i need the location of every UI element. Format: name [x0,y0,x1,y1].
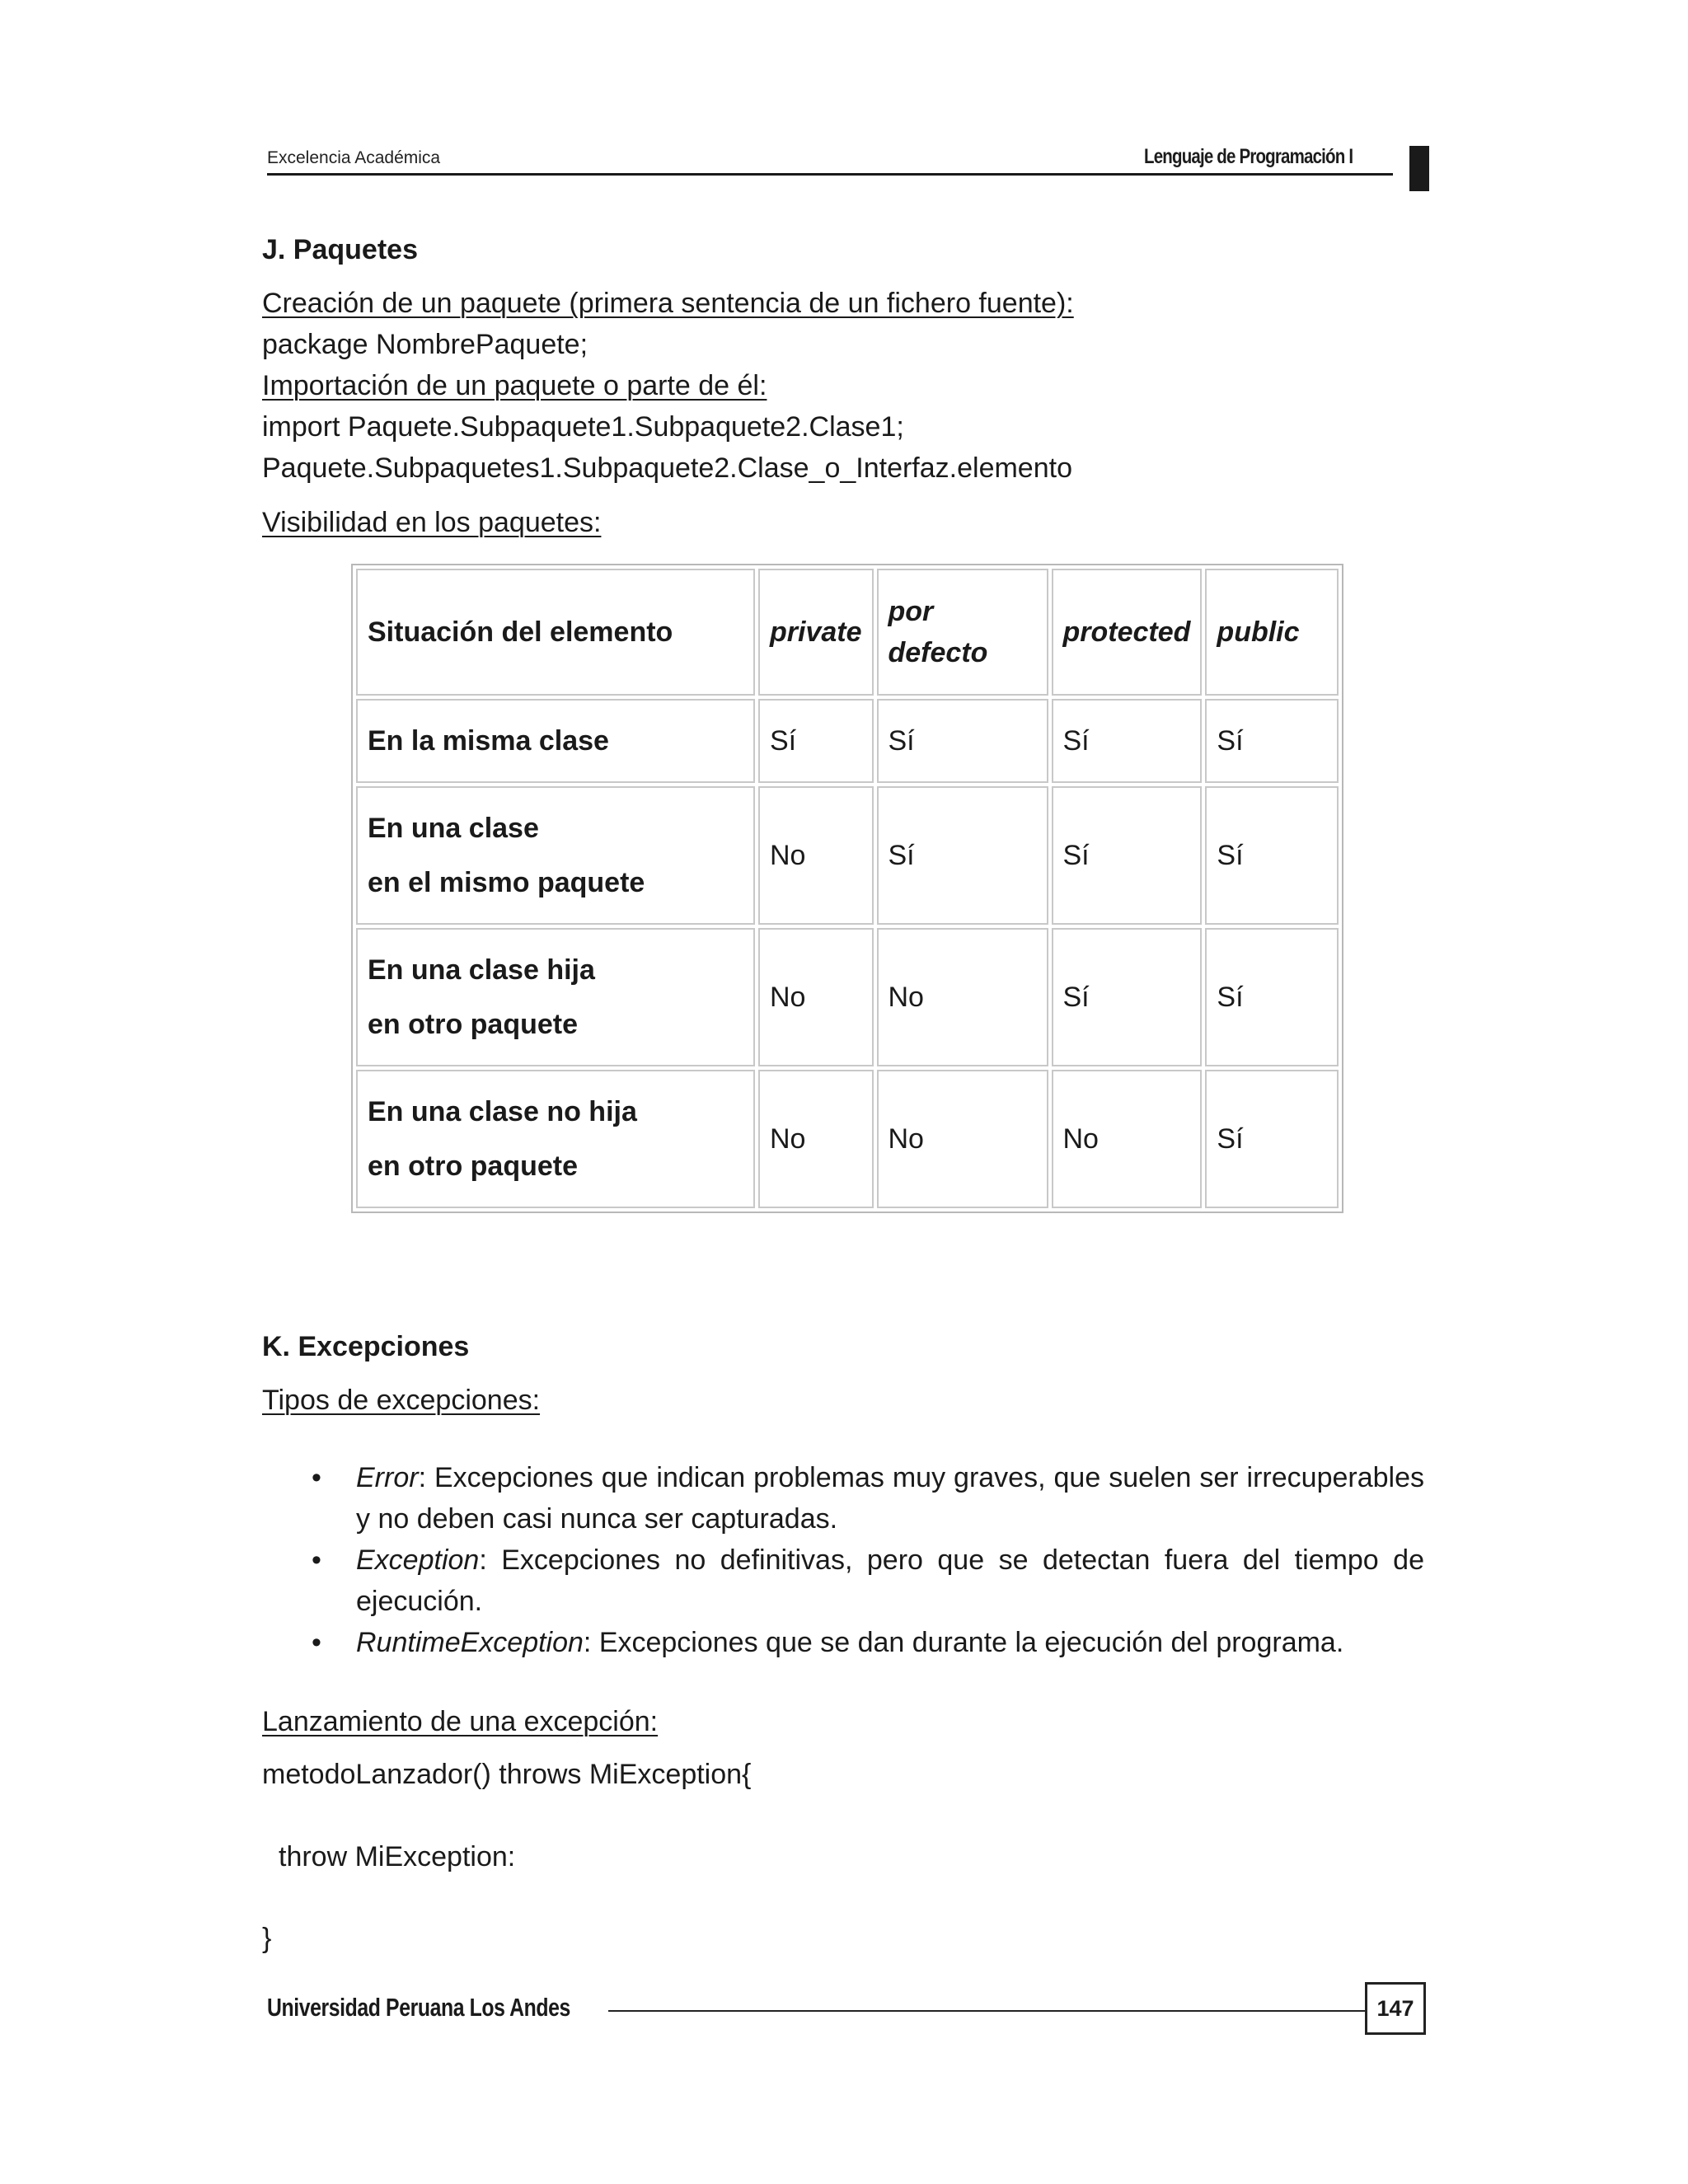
section-k-title: K. Excepciones [262,1331,470,1362]
header-por-defecto [877,569,1048,696]
header-rule [267,173,1393,176]
list-item [262,1457,1424,1540]
cell-private: No [758,928,874,1066]
bullet-icon: • [312,1544,321,1576]
page-number: 147 [1365,1982,1426,2035]
row-label [356,1070,755,1208]
list-item [262,1540,1424,1622]
cell-private: No [758,786,874,925]
table-row [356,928,1339,1066]
creation-label: Creación de un paquete (primera sentencia de un fichero fuente): [262,288,1074,319]
header-left-text: Excelencia Académica [267,148,441,167]
cell-por-defecto: Sí [877,699,1048,783]
code-line-3: } [262,1923,272,1954]
header-por-defecto-line2: defecto [888,637,988,668]
description: : Excepciones que indican problemas muy graves, que suelen ser irrecuperables y no deben casi nunca ser capturadas. [356,1462,1424,1535]
cell-public: Sí [1205,786,1339,925]
exception-types-list [262,1457,1424,1663]
cell-protected: Sí [1052,928,1203,1066]
row-label-line1: En una clase [368,813,539,844]
cell-protected: Sí [1052,699,1203,783]
description: : Excepciones que se dan durante la ejecución del programa. [583,1627,1344,1658]
cell-private: Sí [758,699,874,783]
cell-public: Sí [1205,699,1339,783]
header-por-defecto-line1: por [888,596,934,627]
code-line-1: metodoLanzador() throws MiException{ [262,1759,752,1790]
row-label-line2: en otro paquete [368,1151,579,1182]
code-line-2: throw MiException: [279,1841,516,1872]
cell-protected: No [1052,1070,1203,1208]
description: : Excepciones no definitivas, pero que se detectan fuera del tiempo de ejecución. [356,1544,1424,1617]
term: RuntimeException [356,1627,584,1658]
bullet-icon: • [312,1462,321,1493]
types-label: Tipos de excepciones: [262,1385,541,1416]
footer-left-text: Universidad Peruana Los Andes [267,1993,570,2022]
import-code-2: Paquete.Subpaquetes1.Subpaquete2.Clase_o_Interfaz.elemento [262,452,1072,484]
visibility-label: Visibilidad en los paquetes: [262,507,602,538]
term: Exception [356,1544,480,1576]
row-label-line1: En una clase no hija [368,1096,637,1127]
row-label-line1: En una clase hija [368,954,595,986]
cell-protected: Sí [1052,786,1203,925]
row-label [356,928,755,1066]
row-label: En la misma clase [356,699,755,783]
import-label: Importación de un paquete o parte de él: [262,370,767,401]
row-label-line2: en el mismo paquete [368,867,645,898]
header-protected: protected [1052,569,1203,696]
header-situacion: Situación del elemento [356,569,755,696]
cell-public: Sí [1205,928,1339,1066]
cell-por-defecto: No [877,928,1048,1066]
row-label [356,786,755,925]
visibility-table [351,564,1343,1213]
table-row [356,699,1339,783]
row-label-line2: en otro paquete [368,1009,579,1040]
throw-label: Lanzamiento de una excepción: [262,1706,659,1737]
bullet-icon: • [312,1627,321,1658]
header-public: public [1205,569,1339,696]
cell-por-defecto: No [877,1070,1048,1208]
list-item [262,1622,1424,1663]
footer-rule [608,2010,1367,2012]
import-code-1: import Paquete.Subpaquete1.Subpaquete2.Clase1; [262,411,904,443]
section-j-title: J. Paquetes [262,234,418,265]
header-right-text: Lenguaje de Programación I [1144,145,1353,168]
cell-private: No [758,1070,874,1208]
header-marker-block [1409,146,1429,191]
cell-public: Sí [1205,1070,1339,1208]
table-header-row [356,569,1339,696]
table-row [356,786,1339,925]
header-private: private [758,569,874,696]
cell-por-defecto: Sí [877,786,1048,925]
term: Error [356,1462,419,1493]
table-row [356,1070,1339,1208]
creation-code: package NombrePaquete; [262,329,588,360]
